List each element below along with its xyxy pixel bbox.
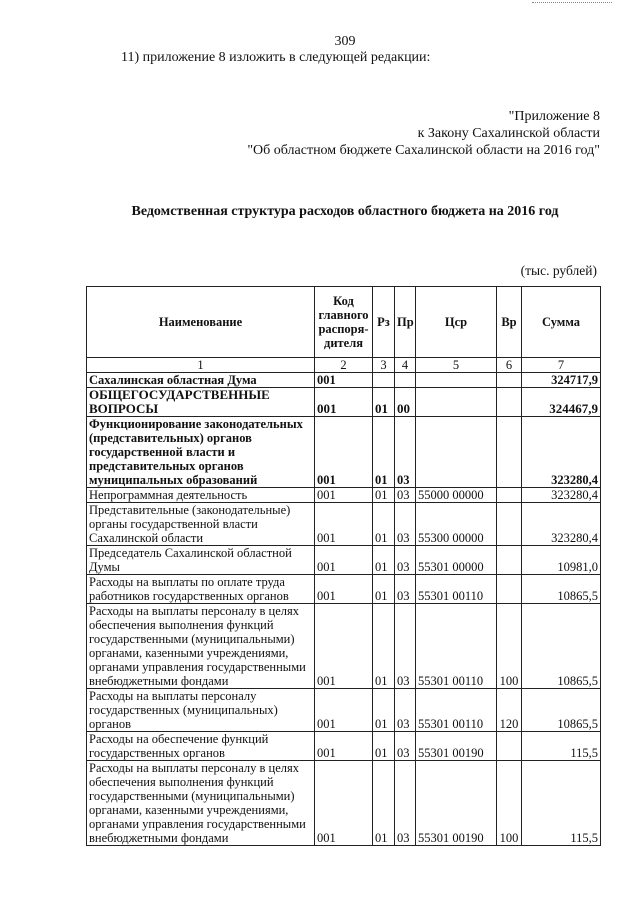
table-row: [87, 503, 601, 546]
row-name: Расходы на выплаты персоналу государственных (муниципальных) органов: [87, 689, 315, 732]
column-number: 6: [497, 358, 522, 373]
row-pr: 03: [395, 732, 416, 761]
row-vr: 100: [497, 761, 522, 846]
row-name: ОБЩЕГОСУДАРСТВЕННЫЕ ВОПРОСЫ: [87, 388, 315, 417]
row-pr: [395, 373, 416, 388]
row-vr: [497, 373, 522, 388]
row-pr: 03: [395, 503, 416, 546]
table-row: [87, 546, 601, 575]
row-vr: [497, 417, 522, 488]
table-row: [87, 373, 601, 388]
row-sum: 10865,5: [522, 604, 601, 689]
header-name: Наименование: [87, 287, 315, 358]
appendix-line-1: "Приложение 8: [508, 109, 600, 124]
row-sum: 115,5: [522, 732, 601, 761]
row-sum: 324467,9: [522, 388, 601, 417]
row-rz: 01: [373, 604, 395, 689]
row-csr: 55301 00110: [416, 689, 497, 732]
row-pr: 03: [395, 604, 416, 689]
appendix-line-3: "Об областном бюджете Сахалинской области на 2016 год": [247, 143, 600, 158]
row-code: 001: [315, 732, 373, 761]
row-vr: [497, 575, 522, 604]
row-vr: [497, 503, 522, 546]
row-csr: 55301 00110: [416, 604, 497, 689]
row-pr: 03: [395, 575, 416, 604]
row-rz: 01: [373, 388, 395, 417]
row-code: 001: [315, 546, 373, 575]
row-name: Сахалинская областная Дума: [87, 373, 315, 388]
budget-table: [86, 286, 601, 846]
row-code: 001: [315, 604, 373, 689]
row-name: Расходы на выплаты персоналу в целях обеспечения выполнения функций государственными (муниципальными) органами, казенными учреждениями, органами управления государственными внебюджетными фондами: [87, 761, 315, 846]
table-row: [87, 604, 601, 689]
row-csr: 55301 00190: [416, 761, 497, 846]
column-number: 5: [416, 358, 497, 373]
row-rz: [373, 373, 395, 388]
row-code: 001: [315, 417, 373, 488]
column-number: 1: [87, 358, 315, 373]
row-code: 001: [315, 761, 373, 846]
table-row: [87, 689, 601, 732]
table-row: [87, 388, 601, 417]
row-name: Расходы на выплаты персоналу в целях обеспечения выполнения функций государственными (муниципальными) органами, казенными учреждениями, органами управления государственными внебюджетными фондами: [87, 604, 315, 689]
row-rz: 01: [373, 575, 395, 604]
row-pr: 03: [395, 761, 416, 846]
row-pr: 03: [395, 417, 416, 488]
row-csr: 55301 00000: [416, 546, 497, 575]
table-row: [87, 732, 601, 761]
row-sum: 10865,5: [522, 689, 601, 732]
row-code: 001: [315, 503, 373, 546]
row-sum: 323280,4: [522, 417, 601, 488]
row-rz: 01: [373, 546, 395, 575]
row-vr: [497, 546, 522, 575]
row-code: 001: [315, 388, 373, 417]
column-number-row: [87, 358, 601, 373]
row-rz: 01: [373, 488, 395, 503]
appendix-line-2: к Закону Сахалинской области: [417, 126, 600, 141]
row-csr: [416, 417, 497, 488]
table-row: [87, 488, 601, 503]
row-csr: [416, 388, 497, 417]
row-rz: 01: [373, 732, 395, 761]
row-sum: 323280,4: [522, 503, 601, 546]
row-csr: 55301 00190: [416, 732, 497, 761]
row-code: 001: [315, 488, 373, 503]
column-number: 4: [395, 358, 416, 373]
table-row: [87, 417, 601, 488]
row-pr: 00: [395, 388, 416, 417]
row-vr: [497, 732, 522, 761]
row-code: 001: [315, 575, 373, 604]
page-number: 309: [334, 34, 356, 49]
row-sum: 324717,9: [522, 373, 601, 388]
row-vr: 100: [497, 604, 522, 689]
header-code: Код главного распоря-дителя: [315, 287, 373, 358]
table-row: [87, 761, 601, 846]
column-number: 3: [373, 358, 395, 373]
row-rz: 01: [373, 761, 395, 846]
row-name: Функционирование законодательных (представительных) органов государственной власти и представительных органов муниципальных образований: [87, 417, 315, 488]
row-name: Председатель Сахалинской областной Думы: [87, 546, 315, 575]
row-csr: [416, 373, 497, 388]
row-pr: 03: [395, 488, 416, 503]
row-name: Расходы на выплаты по оплате труда работников государственных органов: [87, 575, 315, 604]
row-sum: 10865,5: [522, 575, 601, 604]
row-name: Представительные (законодательные) органы государственной власти Сахалинской области: [87, 503, 315, 546]
row-rz: 01: [373, 417, 395, 488]
table-row: [87, 575, 601, 604]
row-csr: 55000 00000: [416, 488, 497, 503]
row-vr: [497, 488, 522, 503]
header-pr: Пр: [395, 287, 416, 358]
row-pr: 03: [395, 689, 416, 732]
row-rz: 01: [373, 503, 395, 546]
row-name: Непрограммная деятельность: [87, 488, 315, 503]
row-sum: 115,5: [522, 761, 601, 846]
appendix-reference: [247, 108, 600, 159]
row-name: Расходы на обеспечение функций государственных органов: [87, 732, 315, 761]
header-csr: Цср: [416, 287, 497, 358]
row-vr: [497, 388, 522, 417]
header-sum: Сумма: [522, 287, 601, 358]
row-rz: 01: [373, 689, 395, 732]
row-code: 001: [315, 373, 373, 388]
units-label: (тыс. рублей): [520, 263, 597, 278]
row-csr: 55301 00110: [416, 575, 497, 604]
column-number: 7: [522, 358, 601, 373]
row-sum: 323280,4: [522, 488, 601, 503]
row-csr: 55300 00000: [416, 503, 497, 546]
header-rz: Рз: [373, 287, 395, 358]
row-code: 001: [315, 689, 373, 732]
row-sum: 10981,0: [522, 546, 601, 575]
table-header-row: [87, 287, 601, 358]
row-pr: 03: [395, 546, 416, 575]
row-vr: 120: [497, 689, 522, 732]
document-title: Ведомственная структура расходов областного бюджета на 2016 год: [131, 204, 559, 219]
scan-mark: [532, 2, 612, 6]
column-number: 2: [315, 358, 373, 373]
intro-text: 11) приложение 8 изложить в следующей редакции:: [121, 50, 431, 65]
header-vr: Вр: [497, 287, 522, 358]
